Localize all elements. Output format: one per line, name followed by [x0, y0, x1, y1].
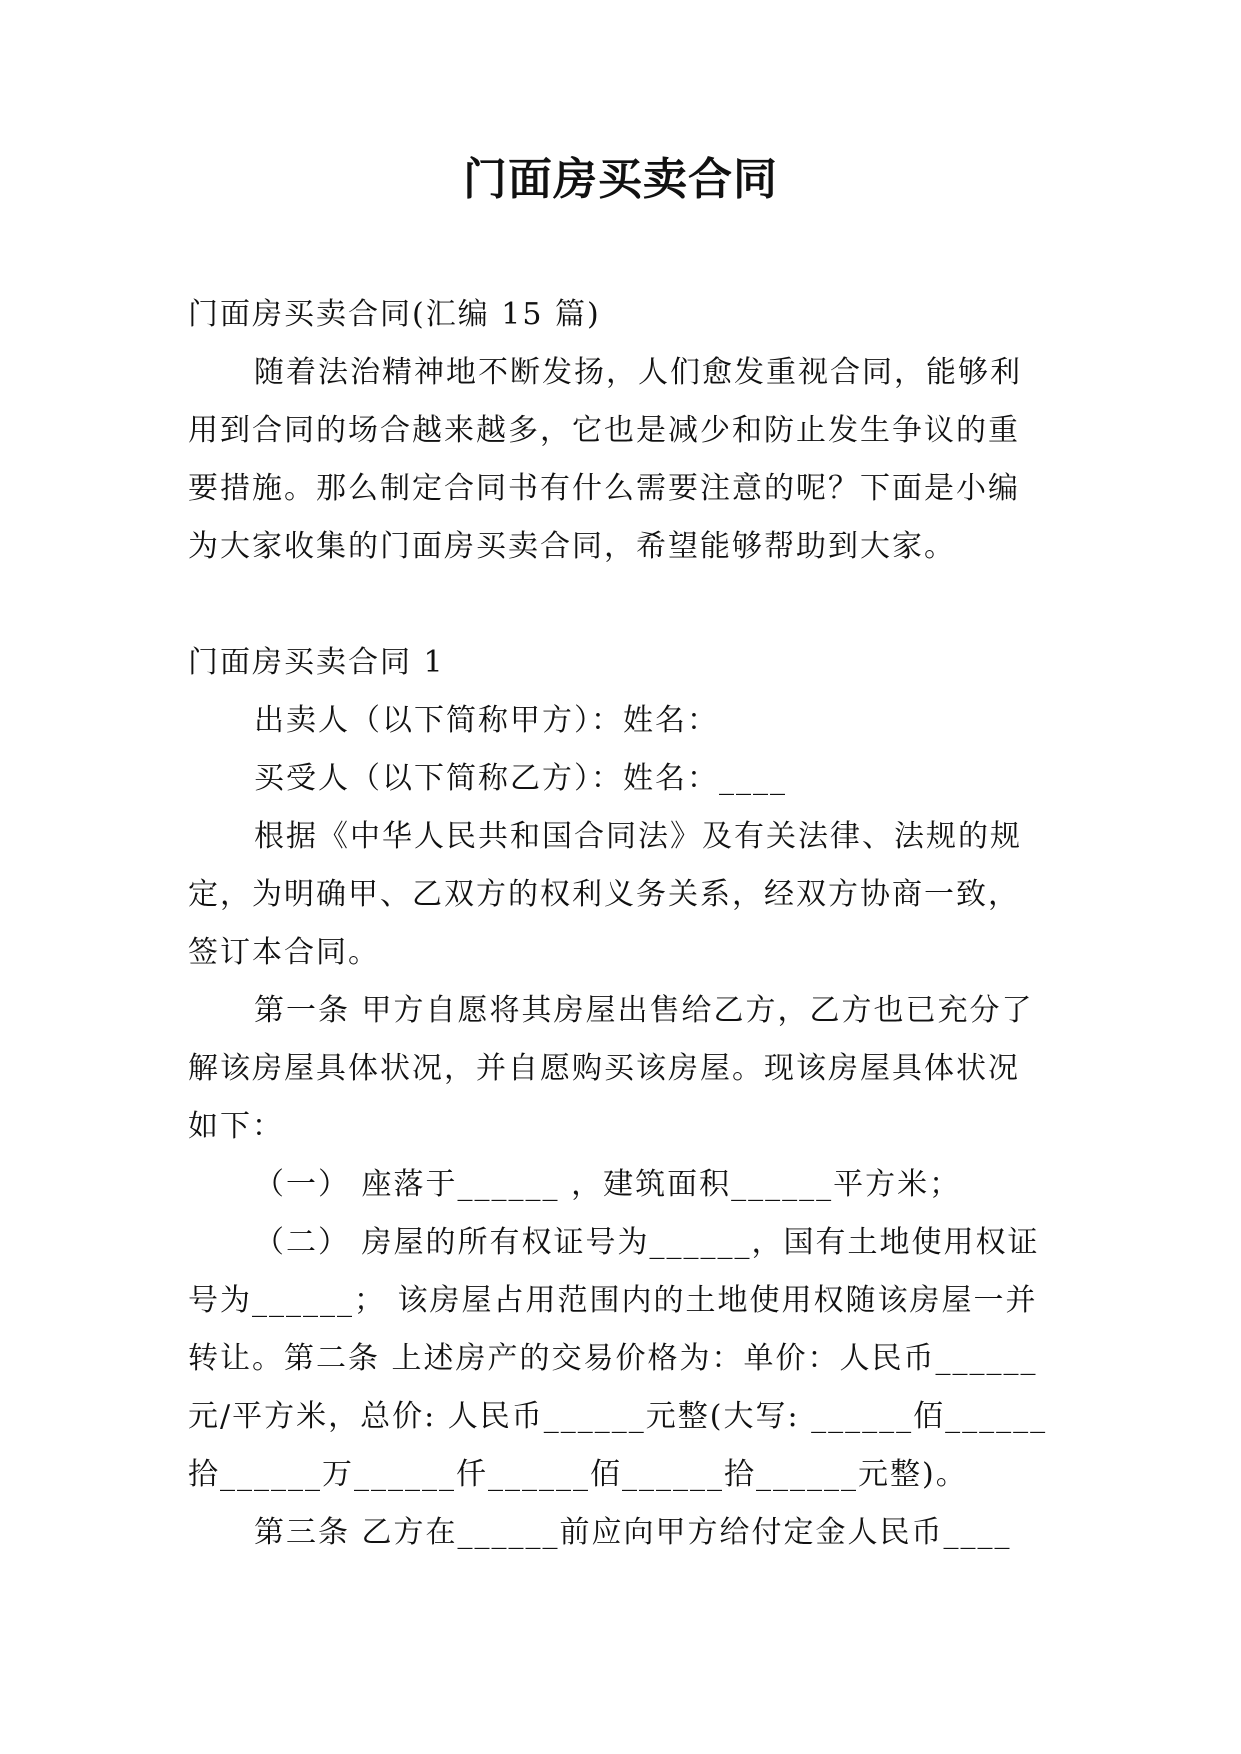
- document-body: [188, 286, 1048, 1562]
- article-3-paragraph: 第三条 乙方在______前应向甲方给付定金人民币____: [254, 1515, 1012, 1550]
- seller-line: 出卖人（以下简称甲方）：姓名：: [254, 703, 719, 738]
- contract-heading: 门面房买卖合同 1: [188, 645, 445, 680]
- article-1-paragraph: 第一条 甲方自愿将其房屋出售给乙方，乙方也已充分了解该房屋具体状况，并自愿购买该房屋。现该房屋具体状况如下：: [188, 993, 1034, 1144]
- location-line: （一） 座落于______ ，建筑面积______平方米；: [254, 1167, 962, 1202]
- intro-paragraph: 随着法治精神地不断发扬，人们愈发重视合同，能够利用到合同的场合越来越多，它也是减少和防止发生争议的重要措施。那么制定合同书有什么需要注意的呢？下面是小编为大家收集的门面房买卖合同，希望能够帮助到大家。: [188, 355, 1022, 564]
- collection-heading: 门面房买卖合同(汇编 15 篇): [188, 297, 601, 332]
- buyer-line: 买受人（以下简称乙方）：姓名：____: [254, 761, 787, 796]
- document-title: 门面房买卖合同: [463, 154, 778, 205]
- ownership-price-paragraph: （二） 房屋的所有权证号为______，国有土地使用权证号为______； 该房屋占用范围内的土地使用权随该房屋一并转让。第二条 上述房产的交易价格为：单价：人民币______元/平方米，总价: 人民币______元整(大写: ______佰______拾______万______仟______佰______拾______元整)。: [188, 1225, 1048, 1492]
- legal-basis-paragraph: 根据《中华人民共和国合同法》及有关法律、法规的规定，为明确甲、乙双方的权利义务关系，经双方协商一致，签订本合同。: [188, 819, 1022, 970]
